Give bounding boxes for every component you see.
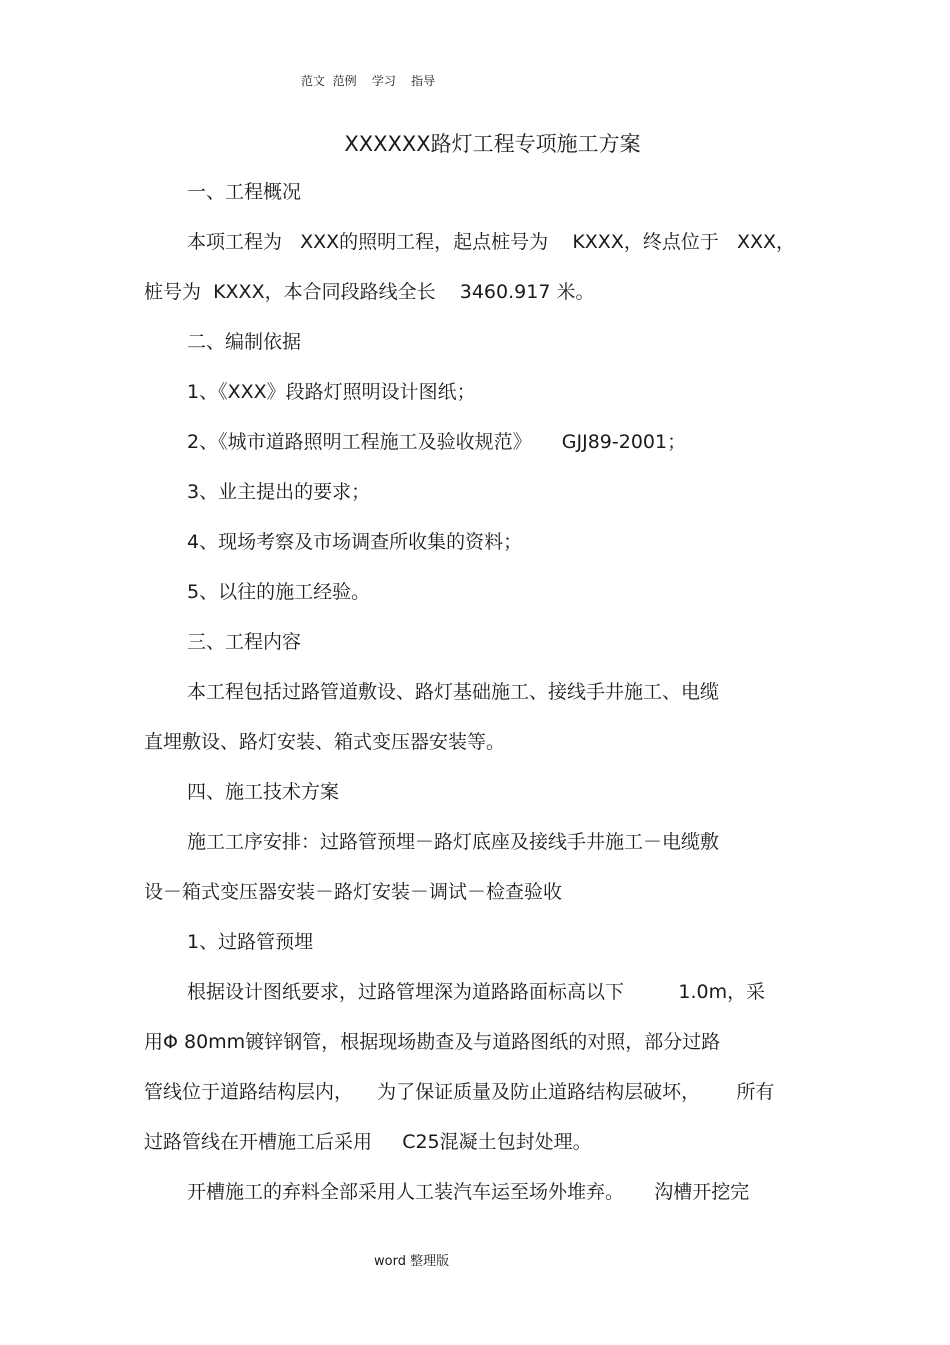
paragraph-line: 过路管线在开槽施工后采用 C25混凝土包封处理。: [144, 1131, 592, 1153]
subsection-heading: 1、过路管预埋: [187, 931, 314, 953]
section-heading-basis: 二、编制依据: [187, 331, 302, 353]
page-header: 范文 范例 学习 指导: [301, 74, 436, 88]
paragraph-line: 本工程包括过路管道敷设、路灯基础施工、接线手井施工、电缆: [187, 681, 720, 703]
list-item: 3、业主提出的要求；: [187, 481, 371, 503]
list-item: 4、现场考察及市场调查所收集的资料；: [187, 531, 523, 553]
paragraph-line: 用Φ 80mm镀锌钢管，根据现场勘查及与道路图纸的对照，部分过路: [144, 1031, 721, 1053]
section-heading-content: 三、工程内容: [187, 631, 302, 653]
paragraph-line: 设－箱式变压器安装－路灯安装－调试－检查验收: [144, 881, 563, 903]
document-title: XXXXXX路灯工程专项施工方案: [344, 132, 641, 156]
list-item: 5、以往的施工经验。: [187, 581, 371, 603]
paragraph-line: 本项工程为 XXX的照明工程，起点桩号为 KXXX，终点位于 XXX，: [187, 231, 796, 253]
paragraph-line: 管线位于道路结构层内， 为了保证质量及防止道路结构层破坏， 所有: [144, 1081, 775, 1103]
list-item: 1、《XXX》段路灯照明设计图纸；: [187, 381, 476, 403]
paragraph-line: 施工工序安排：过路管预埋－路灯底座及接线手井施工－电缆敷: [187, 831, 720, 853]
paragraph-line: 根据设计图纸要求，过路管埋深为道路路面标高以下 1.0m，采: [187, 981, 766, 1003]
paragraph-line: 桩号为 KXXX，本合同段路线全长 3460.917 米。: [144, 281, 595, 303]
page-footer: word 整理版: [374, 1254, 450, 1269]
section-heading-technical: 四、施工技术方案: [187, 781, 340, 803]
section-heading-overview: 一、工程概况: [187, 181, 302, 203]
paragraph-line: 直埋敷设、路灯安装、箱式变压器安装等。: [144, 731, 506, 753]
list-item: 2、《城市道路照明工程施工及验收规范》 GJJ89-2001；: [187, 431, 687, 453]
paragraph-line: 开槽施工的弃料全部采用人工装汽车运至场外堆弃。 沟槽开挖完: [187, 1181, 750, 1203]
